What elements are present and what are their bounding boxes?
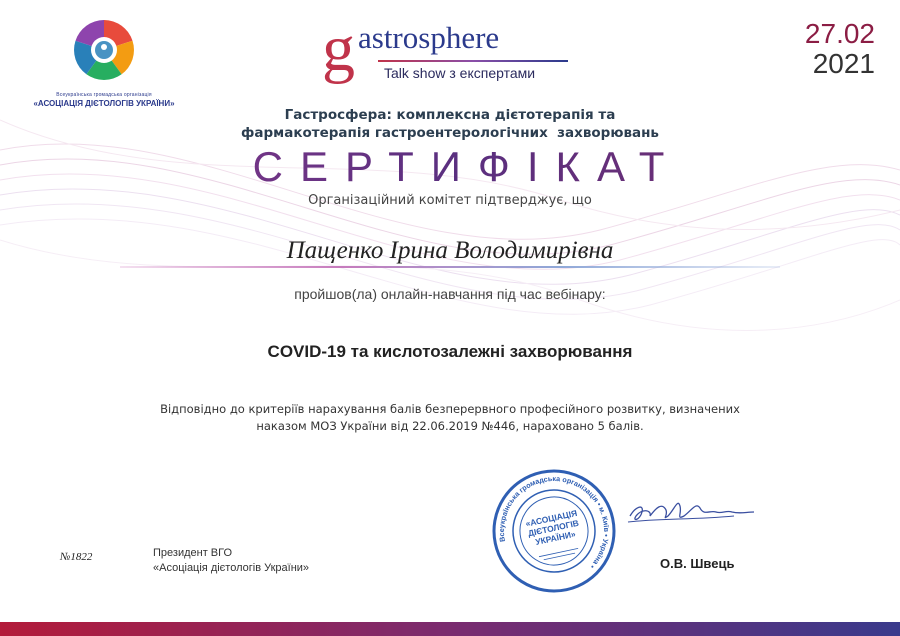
certificate-number: №1822 xyxy=(60,551,93,563)
gastrosphere-brand xyxy=(322,12,582,92)
official-stamp xyxy=(490,467,618,595)
association-emblem-icon xyxy=(72,18,136,82)
conference-title xyxy=(0,106,900,142)
brand-word: astrosphere xyxy=(358,20,500,55)
conference-title-line-2: фармакотерапія гастроентерологічних захворювань xyxy=(241,125,659,141)
org-type-text: Всеукраїнська громадська організація xyxy=(56,92,152,98)
criteria-line-2: наказом МОЗ України від 22.06.2019 №446, нараховано 5 балів. xyxy=(256,419,644,433)
brand-initial: g xyxy=(322,12,355,85)
brand-tagline: Talk show з експертами xyxy=(384,65,536,81)
org-name-text: «АСОЦІАЦІЯ ДІЄТОЛОГІВ УКРАЇНИ» xyxy=(33,99,175,108)
event-date-year: 2021 xyxy=(812,48,875,79)
event-date xyxy=(805,20,875,78)
confirmation-text: Організаційний комітет підтверджує, що xyxy=(308,193,592,208)
association-logo xyxy=(24,18,184,108)
name-underline xyxy=(120,266,780,268)
president-line-1: Президент ВГО xyxy=(153,547,233,559)
bottom-decorative-bar xyxy=(0,622,900,636)
criteria-line-1: Відповідно до критеріїв нарахування балів безперервного професійного розвитку, визначених xyxy=(160,402,740,416)
stamp-center-text: «АСОЦІАЦІЯ ДІЄТОЛОГІВ УКРАЇНИ» xyxy=(524,507,580,547)
criteria-text xyxy=(0,401,900,435)
president-line-2: «Асоціація дієтологів України» xyxy=(153,562,310,574)
passed-text: пройшов(ла) онлайн-навчання під час вебінару: xyxy=(294,286,606,302)
recipient-name: Пащенко Ірина Володимирівна xyxy=(286,237,614,264)
conference-title-line-1: Гастросфера: комплексна дієтотерапія та xyxy=(284,107,616,123)
stamp-ring-text: Всеукраїнська громадська організація • м. Київ • Україна • xyxy=(496,473,612,571)
president-title xyxy=(153,546,309,576)
signer-name: О.В. Швець xyxy=(660,556,735,571)
event-date-day-month: 27.02 xyxy=(804,18,875,49)
certificate-title: СЕРТИФІКАТ xyxy=(0,143,900,191)
webinar-title: COVID-19 та кислотозалежні захворювання xyxy=(267,342,633,361)
signature-icon xyxy=(622,488,762,538)
brand-underline xyxy=(378,60,568,62)
